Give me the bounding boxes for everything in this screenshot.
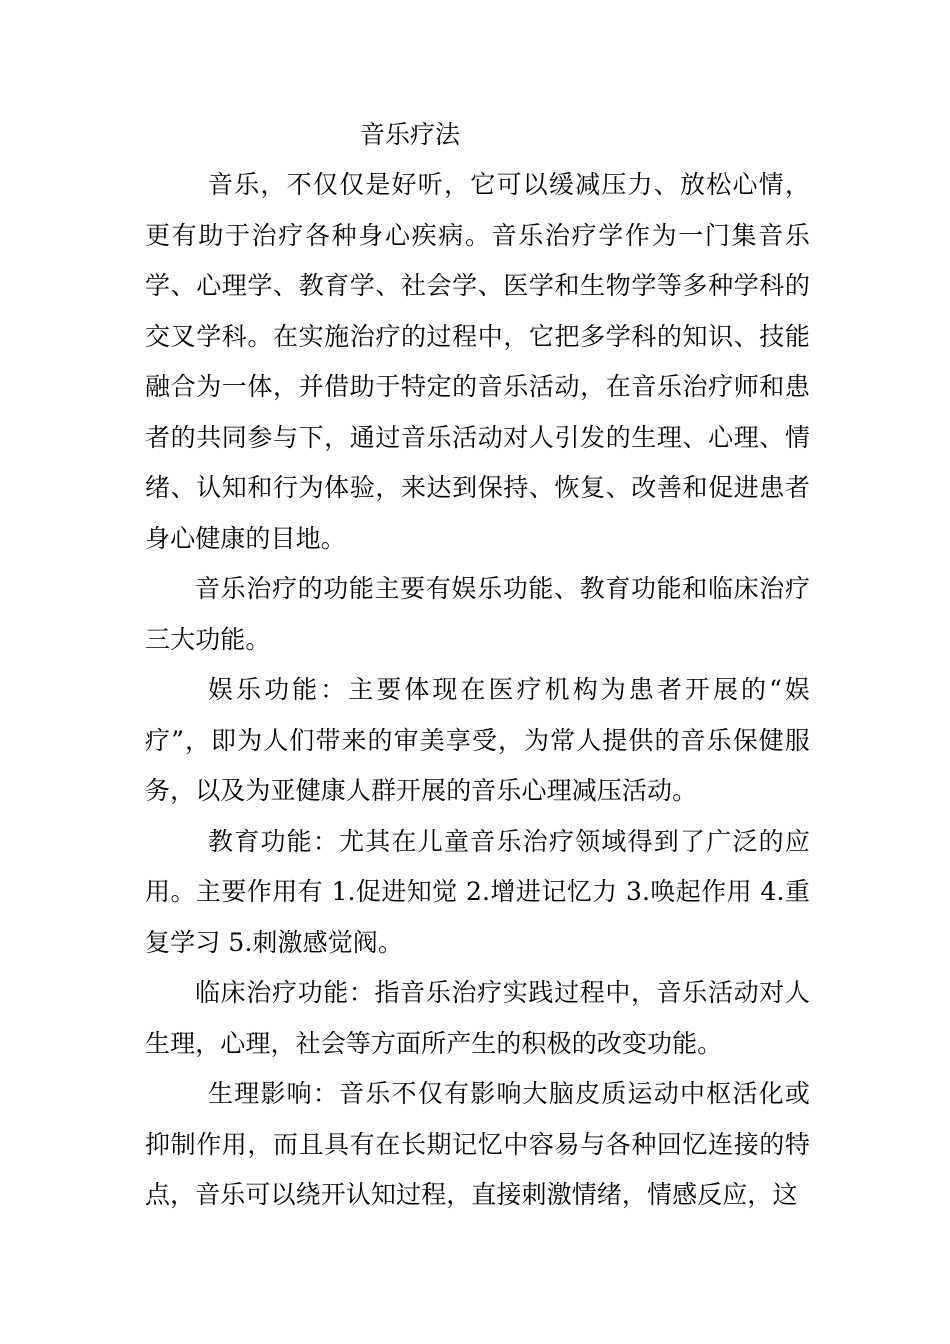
paragraph-entertainment-function: 娱乐功能：主要体现在医疗机构为患者开展的“娱疗”，即为人们带来的审美享受，为常人提供的音乐保健服务，以及为亚健康人群开展的音乐心理减压活动。 bbox=[145, 675, 810, 805]
document-body bbox=[145, 110, 810, 1221]
paragraph-clinical-function: 临床治疗功能：指音乐治疗实践过程中，音乐活动对人生理，心理，社会等方面所产生的积极的改变功能。 bbox=[145, 978, 810, 1058]
paragraph-physiological-effect: 生理影响：音乐不仅有影响大脑皮质运动中枢活化或抑制作用，而且具有在长期记忆中容易与各种回忆连接的特点，音乐可以绕开认知过程，直接刺激情绪，情感反应，这 bbox=[145, 1079, 810, 1209]
paragraph-functions-overview: 音乐治疗的功能主要有娱乐功能、教育功能和临床治疗三大功能。 bbox=[145, 574, 810, 654]
paragraph-intro: 音乐，不仅仅是好听，它可以缓减压力、放松心情，更有助于治疗各种身心疾病。音乐治疗学作为一门集音乐学、心理学、教育学、社会学、医学和生物学等多种学科的交叉学科。在实施治疗的过程中，它把多学科的知识、技能融合为一体，并借助于特定的音乐活动，在音乐治疗师和患者的共同参与下，通过音乐活动对人引发的生理、心理、情绪、认知和行为体验，来达到保持、恢复、改善和促进患者身心健康的目地。 bbox=[145, 170, 810, 553]
paragraph-education-function: 教育功能：尤其在儿童音乐治疗领域得到了广泛的应用。主要作用有 1.促进知觉 2.增进记忆力 3.唤起作用 4.重复学习 5.刺激感觉阀。 bbox=[145, 826, 810, 957]
document-title: 音乐疗法 bbox=[360, 120, 461, 149]
